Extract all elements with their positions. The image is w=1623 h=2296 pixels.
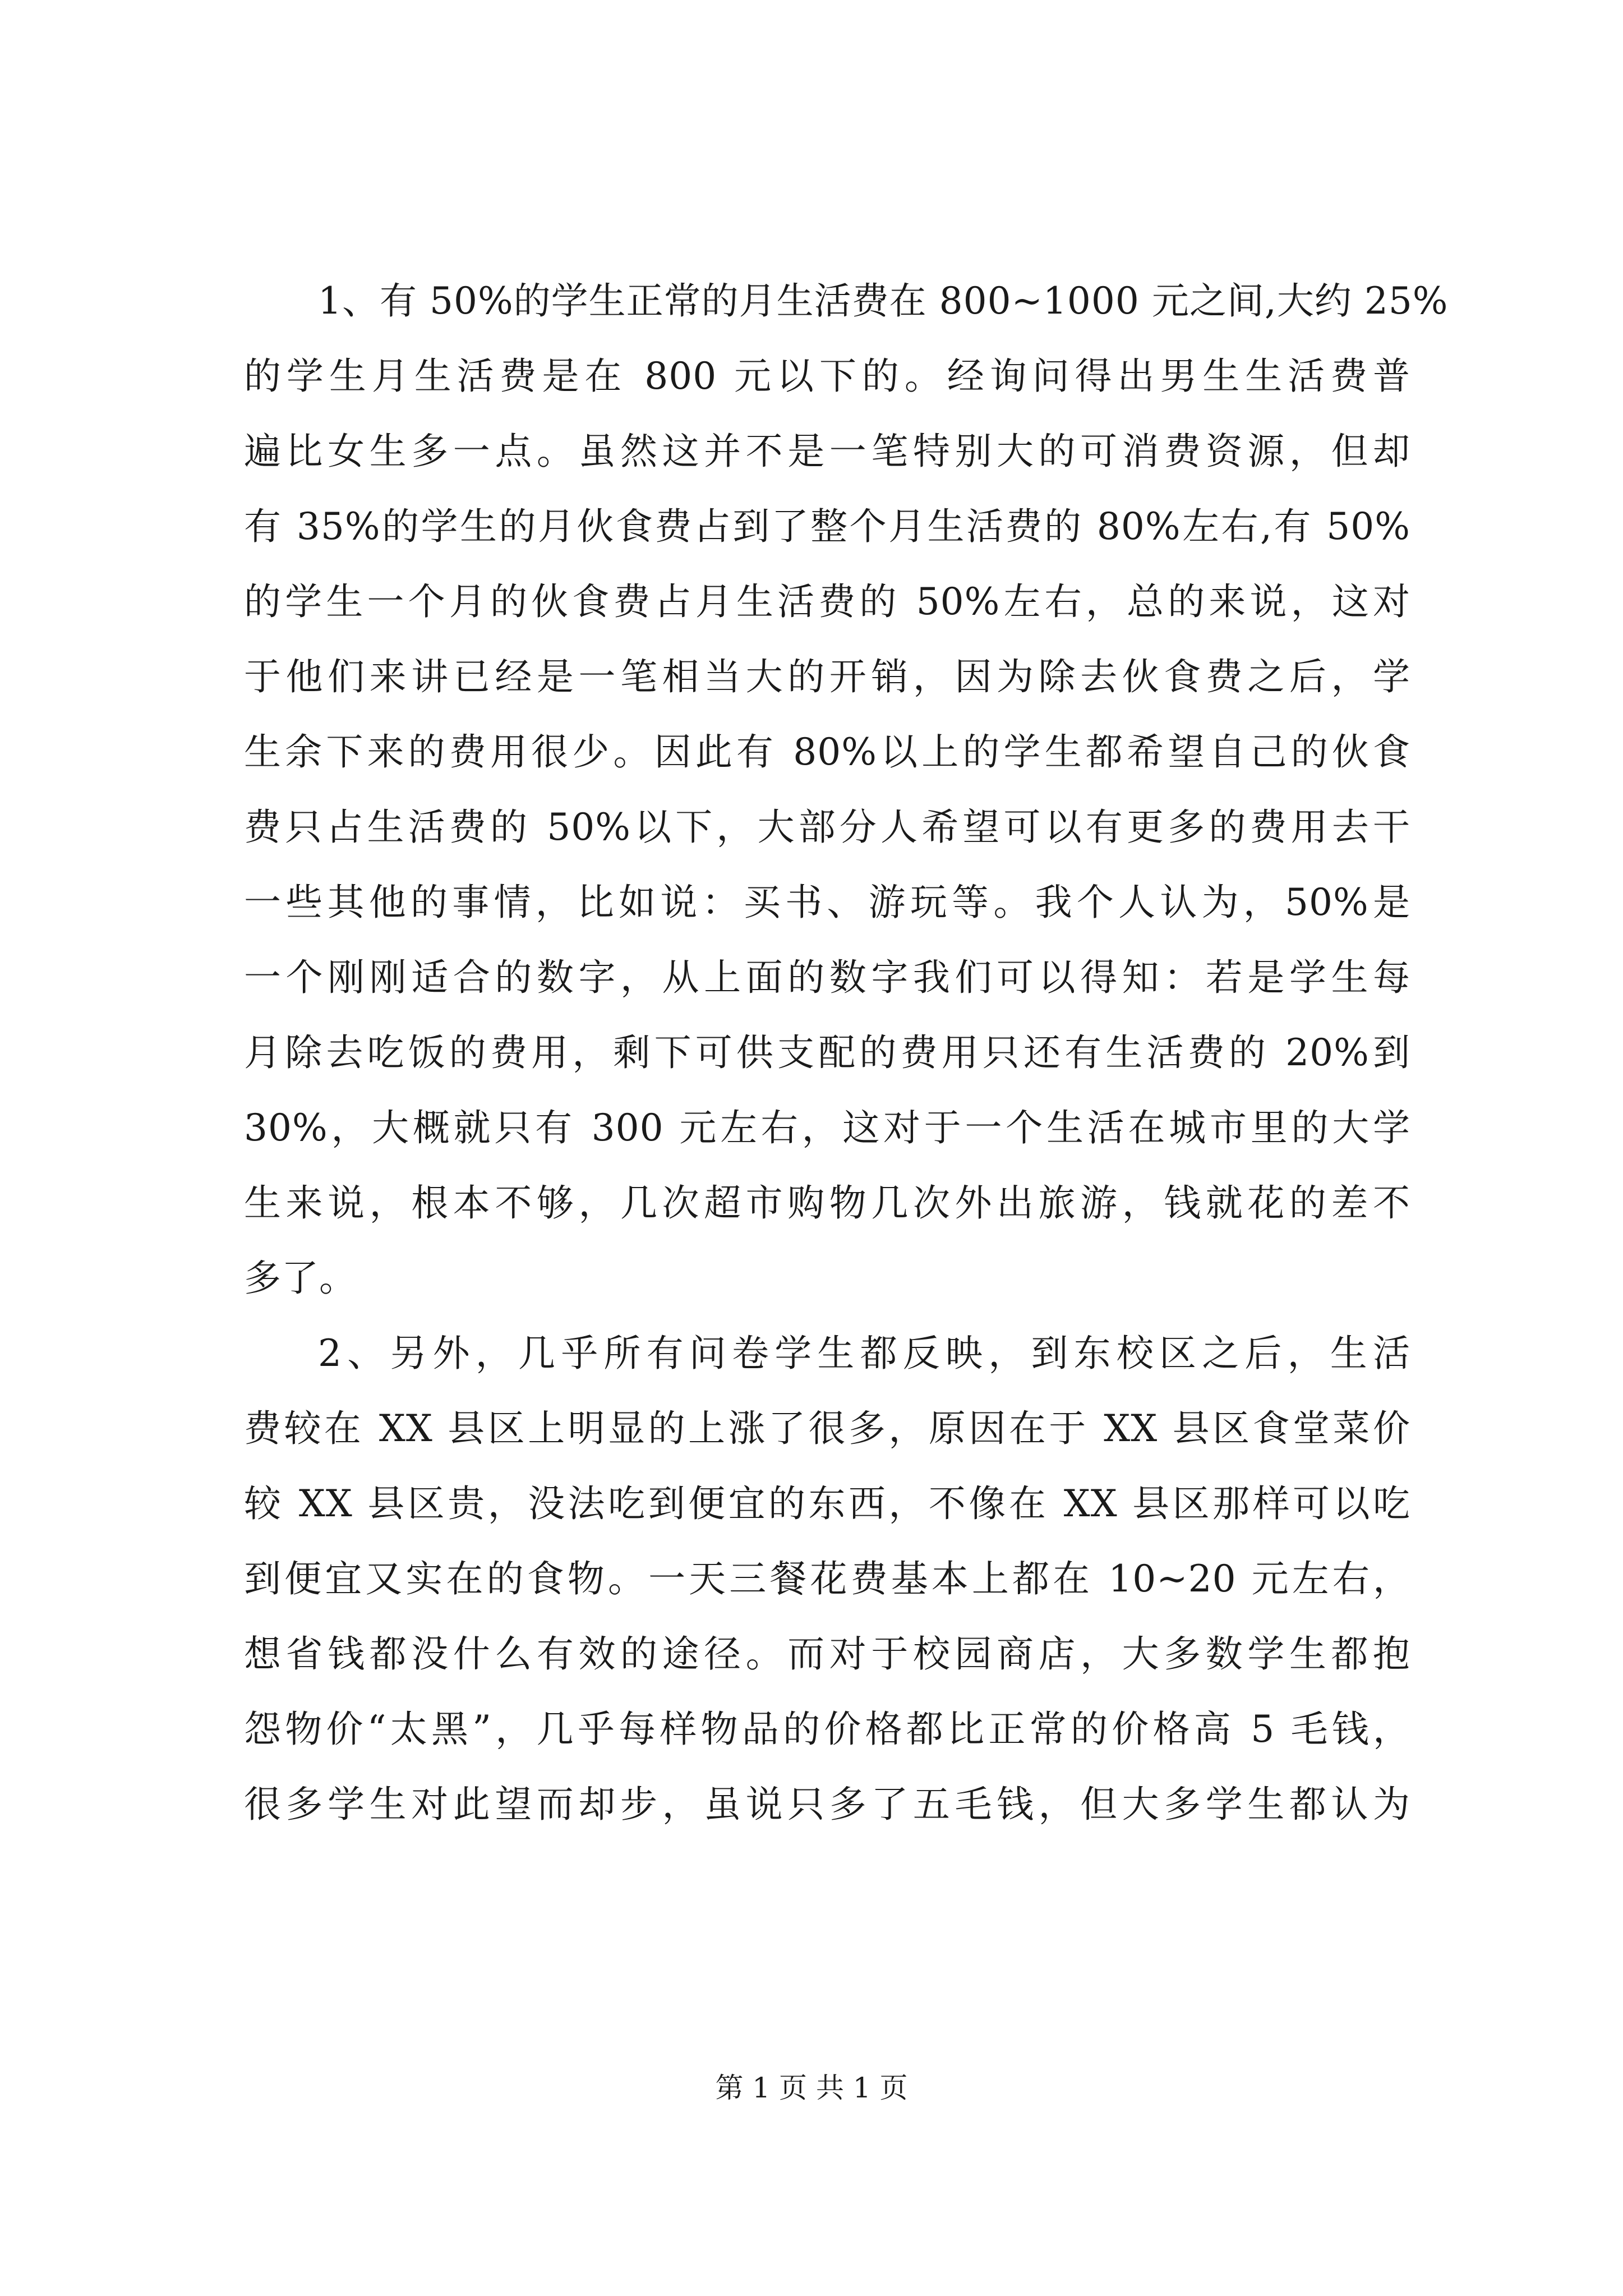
- text-line: 多了。: [244, 1257, 357, 1300]
- text-line: 的学生一个月的伙食费占月生活费的 50%左右，总的来说，这对: [244, 580, 1410, 623]
- document-body: [244, 264, 1449, 1842]
- text-line: 一些其他的事情，比如说：买书、游玩等。我个人认为，50%是: [244, 881, 1410, 924]
- text-line: 的学生月生活费是在 800 元以下的。经询问得出男生生活费普: [244, 355, 1410, 398]
- text-line: 想省钱都没什么有效的途径。而对于校园商店，大多数学生都抱: [244, 1632, 1410, 1676]
- text-line: 较 XX 县区贵，没法吃到便宜的东西，不像在 XX 县区那样可以吃: [244, 1482, 1410, 1525]
- text-line: 1、有 50%的学生正常的月生活费在 800~1000 元之间,大约 25%: [318, 279, 1449, 323]
- text-line: 很多学生对此望而却步，虽说只多了五毛钱，但大多学生都认为: [244, 1783, 1410, 1826]
- text-line: 生余下来的费用很少。因此有 80%以上的学生都希望自己的伙食: [244, 730, 1410, 774]
- page-footer: [0, 2071, 1623, 2105]
- paragraph-1: [244, 264, 1449, 1316]
- text-line: 生来说，根本不够，几次超市购物几次外出旅游，钱就花的差不: [244, 1181, 1410, 1225]
- text-line: 30%，大概就只有 300 元左右，这对于一个生活在城市里的大学: [244, 1106, 1410, 1149]
- text-line: 费较在 XX 县区上明显的上涨了很多，原因在于 XX 县区食堂菜价: [244, 1407, 1410, 1450]
- paragraph-2: [244, 1316, 1410, 1842]
- text-line: 怨物价“太黑”，几乎每样物品的价格都比正常的价格高 5 毛钱，: [244, 1708, 1410, 1751]
- text-line: 到便宜又实在的食物。一天三餐花费基本上都在 10~20 元左右，: [244, 1557, 1410, 1600]
- text-line: 一个刚刚适合的数字，从上面的数字我们可以得知：若是学生每: [244, 956, 1410, 999]
- text-line: 费只占生活费的 50%以下，大部分人希望可以有更多的费用去干: [244, 806, 1410, 849]
- page-number-label: 第 1 页 共 1 页: [715, 2072, 908, 2104]
- text-line: 有 35%的学生的月伙食费占到了整个月生活费的 80%左右,有 50%: [244, 505, 1410, 548]
- text-line: 月除去吃饭的费用，剩下可供支配的费用只还有生活费的 20%到: [244, 1031, 1410, 1074]
- text-line: 于他们来讲已经是一笔相当大的开销，因为除去伙食费之后，学: [244, 655, 1410, 698]
- text-line: 遍比女生多一点。虽然这并不是一笔特别大的可消费资源，但却: [244, 430, 1410, 473]
- text-line: 2、另外，几乎所有问卷学生都反映，到东校区之后，生活: [318, 1332, 1410, 1375]
